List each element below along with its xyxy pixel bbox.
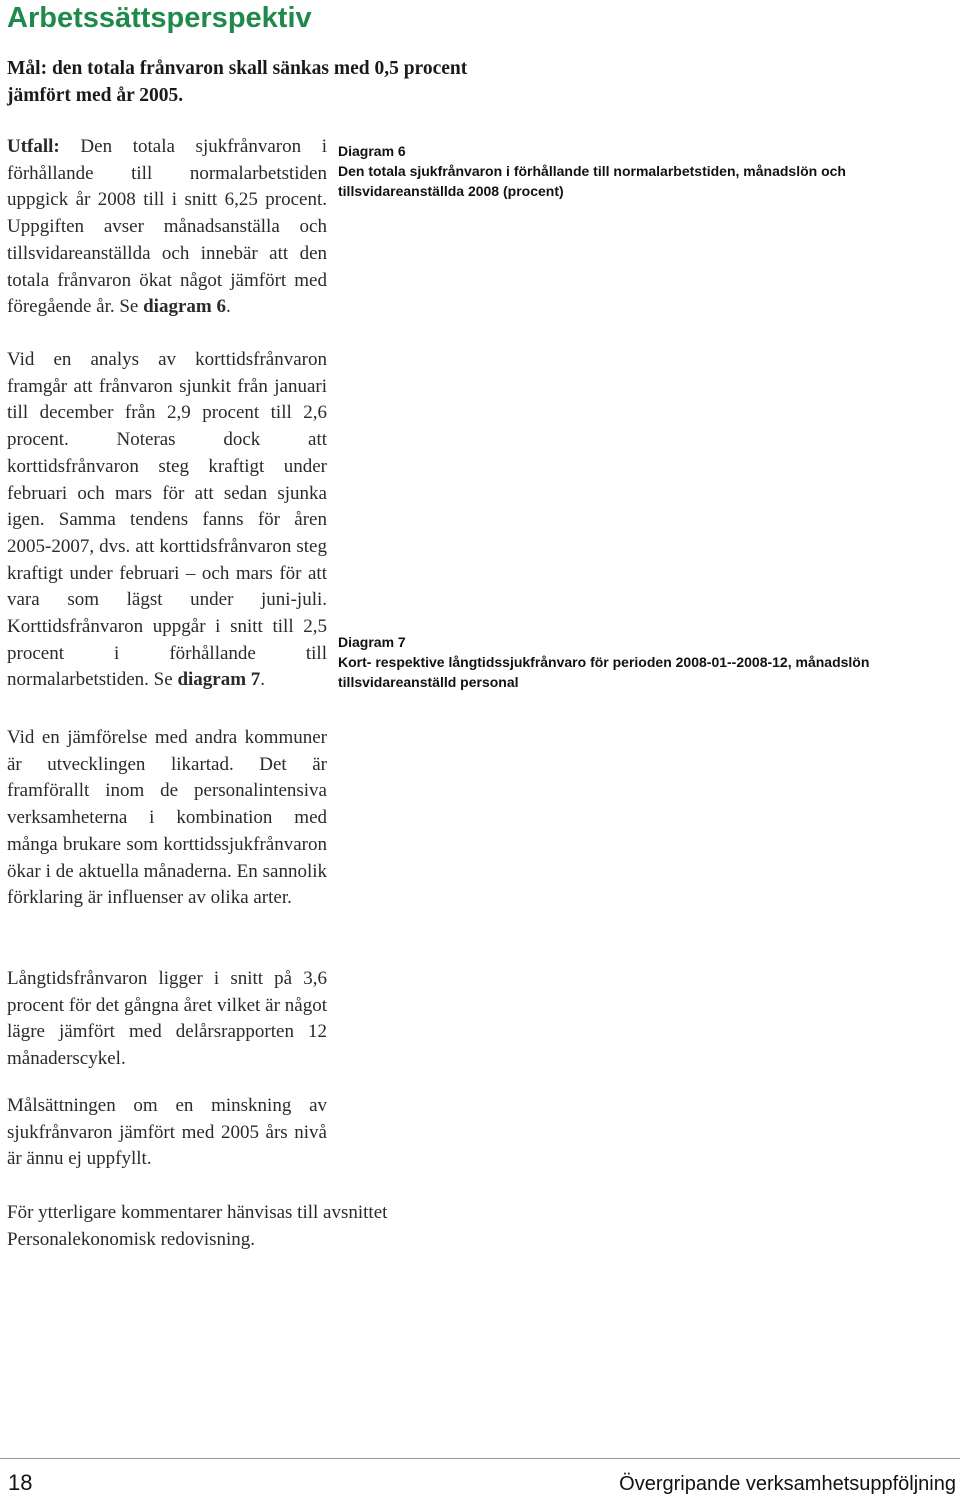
short-term-text: Vid en analys av korttidsfrånvaron framgår att frånvaron sjunkit från januari till december från 2,9 procent till 2,6 procent. Noteras dock att korttidsfrånvaron steg kraftigt under februari och mars för att sedan sjunka igen. Samma tendens fanns för åren 2005-2007, dvs. att korttidsfrånvaron steg kraftigt under februari – och mars för att vara som lägst under juni-juli. Korttidsfrånvaron uppgår i snitt till 2,5 procent i förhållande till normalarbetstiden. Se [7,349,327,691]
footer-section-title: Övergripande verksamhetsuppföljning [619,1473,956,1495]
footer-divider [0,1458,960,1459]
outcome-label: Utfall: [7,136,60,157]
diagram7-title: Diagram 7 [338,634,406,650]
page-number: 18 [8,1470,33,1495]
further-comments-paragraph: För ytterligare kommentarer hänvisas till avsnittet Personalekonomisk redovisning. [7,1202,388,1250]
goal-status-paragraph: Målsättningen om en minskning av sjukfrånvaron jämfört med 2005 års nivå är ännu ej uppfyllt. [7,1095,327,1170]
short-term-absence-paragraph [7,347,327,694]
diagram6-reference: diagram 6 [143,296,226,318]
page-heading: Arbetssättsperspektiv [7,2,312,34]
outcome-text: Den totala sjukfrånvaron i förhållande till normalarbetstiden uppgick år 2008 till i snitt 6,25 procent. Uppgiften avser månadsanställa och tillsvidareanställda och innebär att den totala frånvaron ökat något jämfört med föregående år. Se [7,136,327,318]
outcome-end: . [225,296,231,318]
diagram6-title: Diagram 6 [338,143,406,159]
diagram6-heading [338,141,958,201]
comparison-paragraph: Vid en jämförelse med andra kommuner är utvecklingen likartad. Det är framförallt inom de personalintensiva verksamheterna i kombination med många brukare som korttidssjukfrånvaron ökar i de aktuella månaderna. En sannolik förklaring är influenser av olika arter. [7,727,327,909]
long-term-absence-paragraph: Långtidsfrånvaron ligger i snitt på 3,6 procent för det gångna året vilket är något lägre jämfört med delårsrapporten 12 månaderscykel. [7,968,327,1070]
diagram7-heading [338,632,958,692]
diagram6-caption: Den totala sjukfrånvaron i förhållande till normalarbetstiden, månadslön och tillsvidareanställda 2008 (procent) [338,163,846,199]
goal-statement: Mål: den totala frånvaron skall sänkas med 0,5 procent jämfört med år 2005. [7,58,468,106]
diagram7-caption: Kort- respektive långtidssjukfrånvaro för perioden 2008-01--2008-12, månadslön tillsvidareanställd personal [338,654,870,690]
outcome-paragraph [7,134,327,321]
short-term-end: . [260,669,266,691]
diagram7-reference: diagram 7 [177,669,261,691]
